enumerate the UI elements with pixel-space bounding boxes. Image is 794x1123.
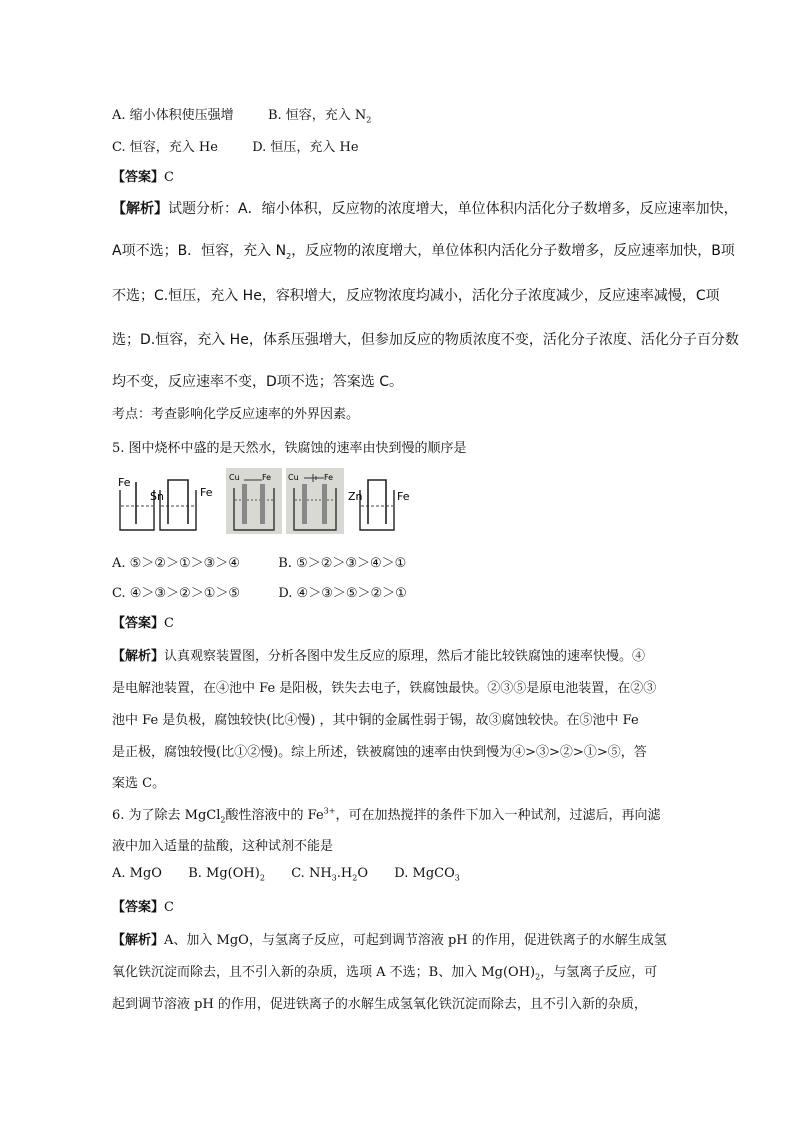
label-cu4: Cu (288, 473, 299, 482)
q5-option-row-1 (112, 552, 406, 571)
beaker-2 (150, 480, 213, 530)
label-fe4: Fe (324, 473, 334, 482)
q5-analysis-line-3: 池中 Fe 是负极，腐蚀较快(比④慢) ，其中铜的金属性弱于锡，故③腐蚀较快。在⑤池中 Fe (112, 713, 639, 728)
beaker-3 (226, 468, 282, 534)
q5-option-a: A. ⑤＞②＞①＞③＞④ (112, 556, 240, 571)
q6-answer: 【答案】C (112, 900, 174, 915)
label-fe3: Fe (262, 473, 272, 482)
q4-analysis-line-4: 选；D.恒容，充入 He，体系压强增大，但参加反应的物质浓度不变，活化分子浓度、活化分子百分数 (112, 332, 739, 348)
beaker-4 (286, 468, 344, 534)
q6-option-b: B. $Mg(OH)_2$ (188, 866, 265, 883)
q4-kaodian: 考点：考查影响化学反应速率的外界因素。 (112, 407, 360, 422)
q4-answer: 【答案】C (112, 170, 174, 185)
q6-option-d: D. MgCO$_3$ (394, 866, 460, 883)
q6-option-c: C. $NH_3.H_2O$ (291, 866, 369, 883)
q5-figure (112, 466, 422, 536)
q4-option-row-2 (112, 136, 359, 155)
q6-options (112, 866, 460, 883)
q4-option-d: D. 恒压，充入 He (252, 140, 359, 155)
label-sn: Sn (150, 490, 164, 503)
q6-option-a: A. MgO (112, 866, 162, 881)
label-zn: Zn (348, 490, 363, 503)
label-fe2: Fe (200, 486, 213, 499)
q4-analysis-line-1: 【解析】试题分析：A．缩小体积，反应物的浓度增大，单位体积内活化分子数增多，反应速率加快， (112, 201, 738, 217)
q6-stem-line-2: 液中加入适量的盐酸，这种试剂不能是 (112, 839, 334, 854)
q5-analysis-line-4: 是正极，腐蚀较慢(比①②慢)。综上所述，铁被腐蚀的速率由快到慢为④>③>②>①>⑤，答 (112, 745, 647, 760)
q6-stem-line-1: 6. 为了除去 MgCl$_2$酸性溶液中的 $Fe^{3+}$，可在加热搅拌的条件下加入一种试剂，过滤后，再向滤 (112, 806, 661, 825)
label-fe5: Fe (397, 490, 410, 503)
q5-analysis-line-1: 【解析】认真观察装置图，分析各图中发生反应的原理，然后才能比较铁腐蚀的速率快慢。④ (112, 649, 646, 664)
q6-analysis-line-3: 起到调节溶液 pH 的作用，促进铁离子的水解生成氢氧化铁沉淀而除去，且不引入新的杂质， (112, 997, 647, 1012)
q4-option-row-1 (112, 104, 371, 125)
label-fe1: Fe (118, 476, 131, 489)
q5-analysis-line-5: 案选 C。 (112, 776, 166, 791)
q5-answer: 【答案】C (112, 616, 174, 631)
q5-analysis-line-2: 是电解池装置，在④池中 Fe 是阳极，铁失去电子，铁腐蚀最快。②③⑤是原电池装置，在②③ (112, 681, 657, 696)
q4-option-b: B. 恒容，充入 $N_2$ (267, 108, 372, 125)
q4-analysis-line-3: 不选；C.恒压，充入 He，容积增大，反应物浓度均减小，活化分子浓度减少，反应速率减慢，C项 (112, 288, 720, 304)
beaker-5 (348, 480, 410, 530)
q5-stem: 5. 图中烧杯中盛的是天然水，铁腐蚀的速率由快到慢的顺序是 (112, 441, 467, 456)
q5-option-d: D. ④＞③＞⑤＞②＞① (278, 586, 407, 601)
beaker-1 (118, 476, 154, 530)
q6-analysis-line-2: 氧化铁沉淀而除去，且不引入新的杂质，选项 A 不选；B、加入 $Mg(OH)_2$，与氢离子反应，可 (112, 965, 658, 982)
q6-analysis-line-1: 【解析】A、加入 MgO，与氢离子反应，可起到调节溶液 pH 的作用，促进铁离子的水解生成氢 (112, 933, 667, 948)
label-cu3: Cu (229, 473, 240, 482)
q4-analysis-line-2: A项不选；B．恒容，充入 $N_2$，反应物的浓度增大，单位体积内活化分子数增多，反应速率加快，B项 (112, 243, 735, 261)
q4-option-c: C. 恒容，充入 He (112, 140, 218, 155)
q5-option-row-2 (112, 582, 407, 601)
q5-option-b: B. ⑤＞②＞③＞④＞① (278, 556, 407, 571)
q4-analysis-line-5: 均不变，反应速率不变，D项不选；答案选 C。 (112, 374, 404, 390)
q4-option-a: A. 缩小体积使压强增 (112, 108, 234, 123)
q5-option-c: C. ④＞③＞②＞①＞⑤ (112, 586, 241, 601)
